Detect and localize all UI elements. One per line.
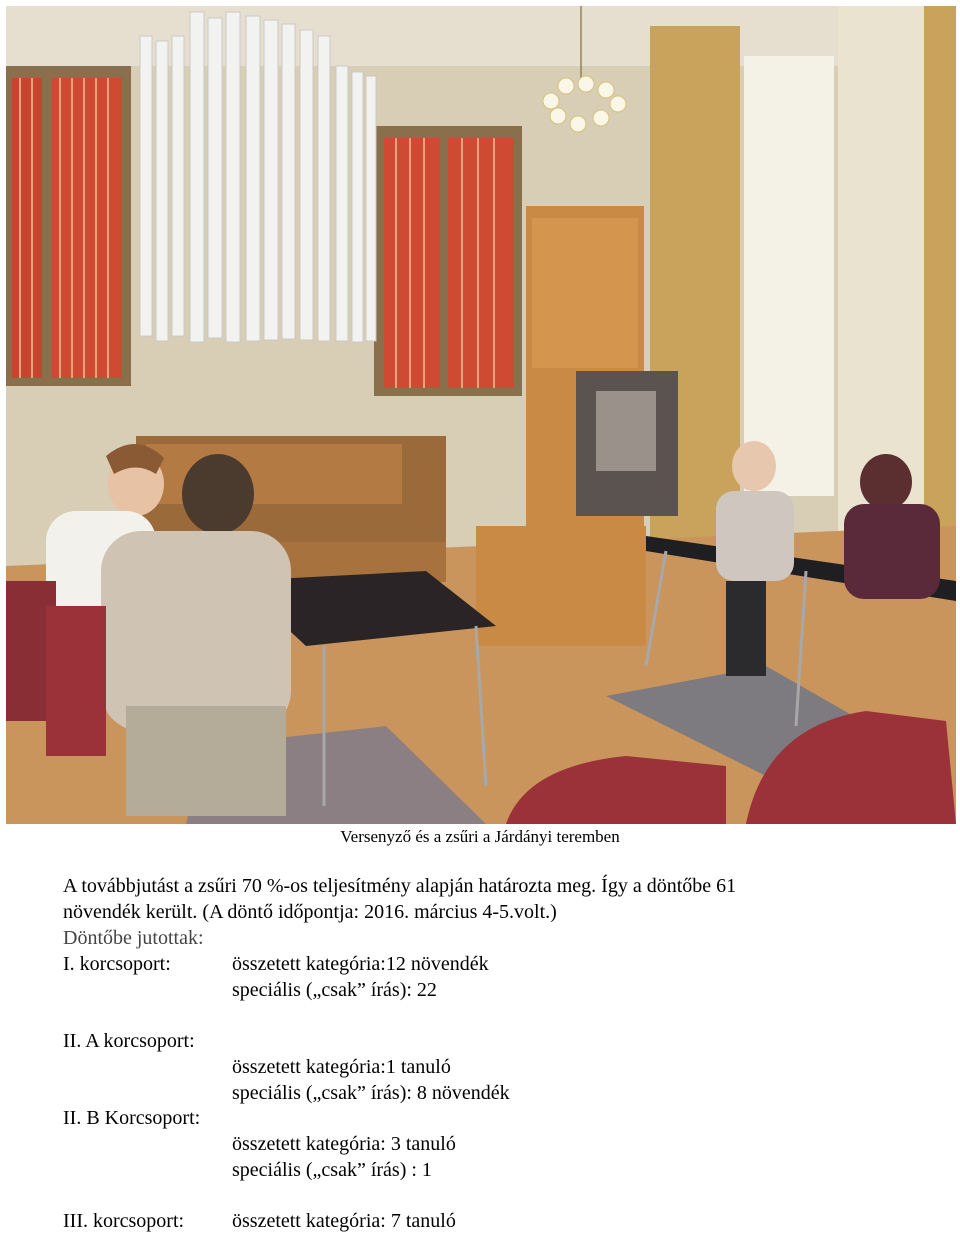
group-1-special: speciális („csak” írás): 22 xyxy=(232,979,437,1001)
group-label-3: III. korcsoport: xyxy=(63,1210,185,1232)
group-2a-complex: összetett kategória:1 tanuló xyxy=(232,1056,451,1078)
paragraph-line-2: növendék került. (A döntő időpontja: 2016. március 4-5.volt.) xyxy=(63,901,557,923)
group-1-complex: összetett kategória:12 növendék xyxy=(232,953,489,975)
paragraph-line-1: A továbbjutást a zsűri 70 %-os teljesítmény alapján határozta meg. Így a döntőbe 61 xyxy=(63,875,737,897)
group-2b-special: speciális („csak” írás) : 1 xyxy=(232,1159,432,1181)
group-2b-complex: összetett kategória: 3 tanuló xyxy=(232,1133,456,1155)
group-3-complex: összetett kategória: 7 tanuló xyxy=(232,1210,456,1232)
photo-illustration xyxy=(6,6,956,824)
photo-jury-room xyxy=(6,6,956,824)
group-label-2a: II. A korcsoport: xyxy=(63,1030,195,1052)
section-heading: Döntőbe jutottak: xyxy=(63,927,204,949)
group-2a-special: speciális („csak” írás): 8 növendék xyxy=(232,1082,510,1104)
group-label-2b: II. B Korcsoport: xyxy=(63,1107,201,1129)
group-label-1: I. korcsoport: xyxy=(63,953,171,975)
photo-caption: Versenyző és a zsűri a Járdányi teremben xyxy=(340,827,620,846)
